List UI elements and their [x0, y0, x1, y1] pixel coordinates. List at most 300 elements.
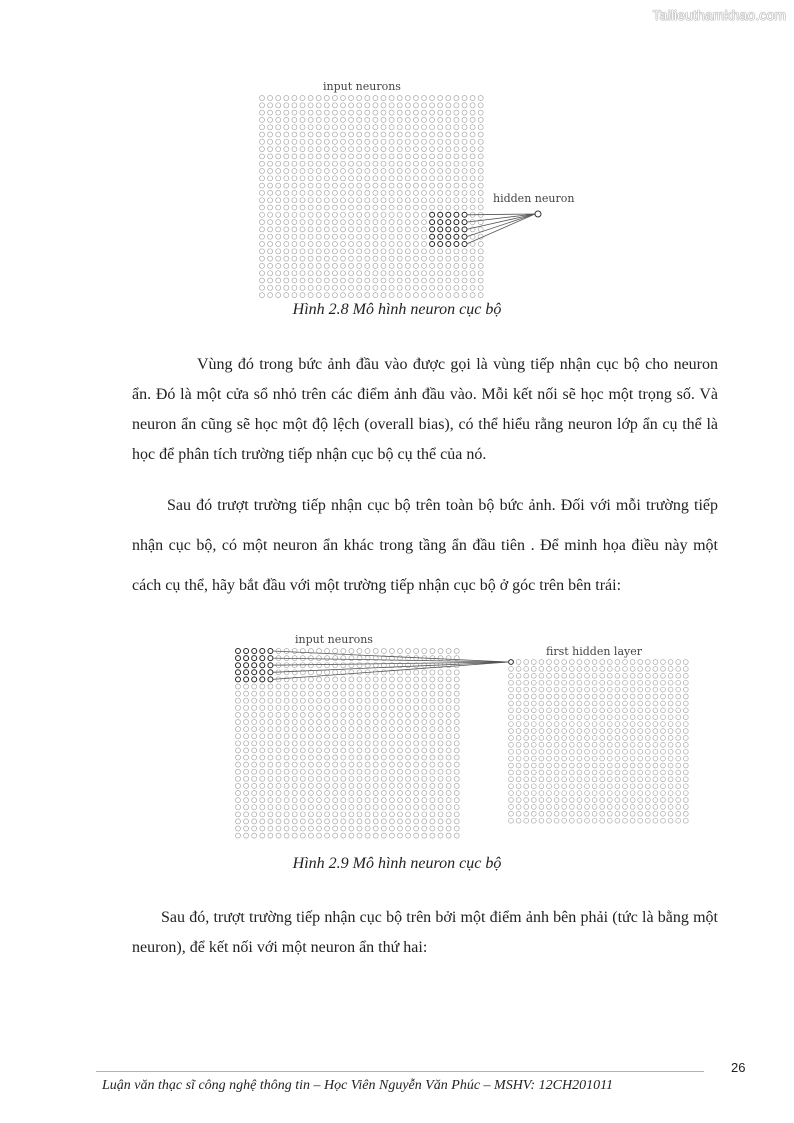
input-neuron	[316, 293, 321, 298]
hidden-layer-neuron	[577, 770, 582, 775]
input-neuron	[430, 762, 435, 767]
input-neuron	[389, 220, 394, 225]
hidden-layer-neuron	[638, 729, 643, 734]
input-neuron	[405, 263, 410, 268]
hidden-layer-neuron	[585, 715, 590, 720]
hidden-layer-neuron	[668, 701, 673, 706]
input-neuron	[365, 205, 370, 210]
input-neuron	[268, 103, 273, 108]
input-neuron	[389, 798, 394, 803]
hidden-layer-neuron	[569, 694, 574, 699]
input-neuron	[252, 712, 257, 717]
hidden-layer-neuron	[645, 722, 650, 727]
input-neuron	[470, 198, 475, 203]
input-neuron	[276, 154, 281, 159]
input-neuron	[438, 293, 443, 298]
input-neuron	[341, 734, 346, 739]
input-neuron	[381, 705, 386, 710]
input-neuron	[308, 805, 313, 810]
input-neuron	[405, 154, 410, 159]
hidden-layer-neuron	[592, 791, 597, 796]
input-neuron	[308, 176, 313, 181]
input-neuron	[365, 110, 370, 115]
input-neuron	[389, 805, 394, 810]
input-neuron	[333, 691, 338, 696]
input-neuron	[406, 677, 411, 682]
input-neuron	[405, 293, 410, 298]
input-neuron	[422, 791, 427, 796]
input-neuron	[260, 132, 265, 137]
input-neuron	[430, 103, 435, 108]
input-neuron	[260, 190, 265, 195]
hidden-layer-neuron	[630, 687, 635, 692]
hidden-layer-neuron	[569, 791, 574, 796]
hidden-layer-neuron	[683, 729, 688, 734]
input-neuron	[430, 139, 435, 144]
input-neuron	[268, 183, 273, 188]
hidden-layer-neuron	[668, 715, 673, 720]
hidden-layer-neuron	[600, 811, 605, 816]
hidden-layer-neuron	[585, 673, 590, 678]
hidden-layer-neuron	[661, 811, 666, 816]
input-neuron	[478, 285, 483, 290]
input-neuron	[333, 798, 338, 803]
hidden-layer-neuron	[554, 708, 559, 713]
input-neuron	[454, 833, 459, 838]
input-neuron	[430, 169, 435, 174]
input-neuron	[341, 234, 346, 239]
receptive-field-neuron	[430, 220, 435, 225]
hidden-layer-neuron	[615, 784, 620, 789]
input-neuron	[438, 698, 443, 703]
input-neuron	[276, 720, 281, 725]
input-neuron	[462, 205, 467, 210]
input-neuron	[365, 677, 370, 682]
input-neuron-grid	[236, 649, 460, 841]
input-neuron	[341, 755, 346, 760]
input-neuron	[268, 242, 273, 247]
input-neuron	[300, 805, 305, 810]
input-neuron	[284, 285, 289, 290]
hidden-layer-neuron	[554, 805, 559, 810]
input-neuron	[349, 748, 354, 753]
input-neuron	[413, 212, 418, 217]
hidden-layer-neuron	[683, 701, 688, 706]
input-neuron	[252, 805, 257, 810]
hidden-layer-neuron	[600, 756, 605, 761]
hidden-layer-neuron	[554, 756, 559, 761]
input-neuron	[389, 103, 394, 108]
input-neuron	[365, 812, 370, 817]
receptive-field-neuron	[454, 234, 459, 239]
input-neuron	[405, 271, 410, 276]
input-neuron	[268, 727, 273, 732]
input-neuron	[413, 132, 418, 137]
receptive-field-neuron	[446, 234, 451, 239]
input-neuron	[244, 776, 249, 781]
hidden-layer-neuron	[547, 680, 552, 685]
input-neuron	[284, 271, 289, 276]
input-neuron	[284, 132, 289, 137]
hidden-layer-neuron	[615, 722, 620, 727]
input-neuron	[300, 698, 305, 703]
hidden-layer-neuron	[516, 777, 521, 782]
input-neuron	[373, 805, 378, 810]
input-neuron	[332, 169, 337, 174]
hidden-layer-neuron	[539, 736, 544, 741]
input-neuron	[397, 205, 402, 210]
input-neuron	[446, 139, 451, 144]
hidden-layer-neuron	[562, 715, 567, 720]
hidden-layer-neuron	[577, 763, 582, 768]
input-neuron	[341, 198, 346, 203]
input-neuron	[349, 791, 354, 796]
input-neuron	[357, 819, 362, 824]
input-neuron	[422, 677, 427, 682]
input-neuron	[397, 234, 402, 239]
hidden-layer-neuron	[516, 818, 521, 823]
receptive-field-neuron	[438, 212, 443, 217]
hidden-layer-neuron	[539, 694, 544, 699]
hidden-layer-neuron	[668, 708, 673, 713]
receptive-field-neuron	[430, 212, 435, 217]
input-neuron	[244, 741, 249, 746]
hidden-layer-neuron	[668, 763, 673, 768]
input-neuron	[332, 125, 337, 130]
hidden-layer-neuron	[607, 715, 612, 720]
hidden-layer-neuron	[577, 667, 582, 672]
input-neuron	[357, 748, 362, 753]
input-neuron	[422, 278, 427, 283]
input-neuron	[308, 691, 313, 696]
input-neuron	[470, 278, 475, 283]
input-neuron	[381, 769, 386, 774]
hidden-layer-neuron	[547, 667, 552, 672]
hidden-layer-neuron	[676, 680, 681, 685]
input-neuron	[284, 684, 289, 689]
input-neuron	[365, 278, 370, 283]
hidden-layer-neuron	[547, 687, 552, 692]
input-neuron	[333, 755, 338, 760]
input-neuron	[406, 826, 411, 831]
hidden-layer-neuron	[683, 673, 688, 678]
hidden-layer-neuron	[569, 667, 574, 672]
input-neuron	[389, 271, 394, 276]
input-neuron	[414, 734, 419, 739]
input-neuron	[324, 117, 329, 122]
hidden-layer-neuron	[653, 763, 658, 768]
input-neuron	[268, 798, 273, 803]
hidden-layer-neuron	[661, 805, 666, 810]
hidden-layer-neuron	[645, 729, 650, 734]
input-neuron	[470, 183, 475, 188]
hidden-layer-neuron	[623, 680, 628, 685]
input-neuron	[454, 125, 459, 130]
input-neuron	[365, 748, 370, 753]
receptive-field-neuron	[446, 242, 451, 247]
input-neuron	[438, 278, 443, 283]
hidden-layer-neuron	[653, 680, 658, 685]
input-neuron	[397, 110, 402, 115]
input-neuron	[276, 103, 281, 108]
input-neuron	[373, 110, 378, 115]
input-neuron	[292, 234, 297, 239]
input-neuron	[308, 190, 313, 195]
input-neuron	[284, 691, 289, 696]
input-neuron	[260, 227, 265, 232]
hidden-layer-neuron	[516, 673, 521, 678]
input-neuron	[365, 117, 370, 122]
input-neuron	[373, 132, 378, 137]
input-neuron	[381, 805, 386, 810]
input-neuron	[438, 139, 443, 144]
input-neuron	[284, 96, 289, 101]
input-neuron	[405, 205, 410, 210]
input-neuron	[381, 783, 386, 788]
hidden-layer-neuron	[531, 756, 536, 761]
input-neuron	[284, 161, 289, 166]
input-neuron	[324, 227, 329, 232]
input-neuron	[422, 183, 427, 188]
input-neuron	[470, 103, 475, 108]
input-neuron	[268, 125, 273, 130]
hidden-layer-neuron	[509, 673, 514, 678]
hidden-layer-neuron	[653, 777, 658, 782]
input-neuron	[252, 769, 257, 774]
input-neuron	[413, 161, 418, 166]
input-neuron	[405, 256, 410, 261]
input-neuron	[332, 212, 337, 217]
hidden-layer-neuron	[539, 756, 544, 761]
hidden-layer-neuron	[600, 660, 605, 665]
input-neuron	[478, 176, 483, 181]
input-neuron	[300, 198, 305, 203]
hidden-layer-neuron	[577, 694, 582, 699]
input-neuron	[438, 677, 443, 682]
input-neuron	[422, 285, 427, 290]
input-neuron	[373, 769, 378, 774]
input-neuron	[349, 263, 354, 268]
input-neuron	[300, 227, 305, 232]
input-neuron	[276, 220, 281, 225]
watermark: Tailieuthamkhao.com	[652, 7, 786, 23]
hidden-layer-neuron	[661, 667, 666, 672]
input-neuron	[284, 110, 289, 115]
input-neuron	[300, 812, 305, 817]
input-neuron	[324, 139, 329, 144]
input-neuron	[300, 161, 305, 166]
hidden-layer-neuron	[661, 742, 666, 747]
input-neuron	[292, 691, 297, 696]
hidden-layer-neuron	[668, 798, 673, 803]
hidden-layer-neuron	[600, 749, 605, 754]
input-neuron	[373, 819, 378, 824]
input-neuron	[373, 684, 378, 689]
input-neuron	[446, 183, 451, 188]
input-neuron	[276, 117, 281, 122]
hidden-layer-neuron	[531, 805, 536, 810]
hidden-layer-neuron	[630, 770, 635, 775]
input-neuron	[300, 691, 305, 696]
input-neuron	[406, 741, 411, 746]
hidden-layer-neuron	[516, 805, 521, 810]
hidden-layer-neuron	[630, 791, 635, 796]
input-neuron	[470, 271, 475, 276]
input-neuron	[357, 110, 362, 115]
hidden-layer-neuron	[676, 811, 681, 816]
hidden-layer-neuron	[509, 708, 514, 713]
hidden-layer-neuron	[585, 736, 590, 741]
input-neuron	[349, 691, 354, 696]
receptive-field-neuron	[236, 656, 241, 661]
input-neuron	[389, 190, 394, 195]
hidden-layer-neuron	[623, 736, 628, 741]
input-neuron	[317, 677, 322, 682]
input-neuron	[236, 712, 241, 717]
input-neuron	[333, 826, 338, 831]
hidden-layer-neuron	[547, 791, 552, 796]
input-neuron	[300, 293, 305, 298]
input-neuron	[462, 176, 467, 181]
hidden-layer-neuron	[600, 667, 605, 672]
input-neuron	[316, 161, 321, 166]
input-neuron	[300, 103, 305, 108]
hidden-layer-neuron	[630, 818, 635, 823]
hidden-layer-neuron	[524, 667, 529, 672]
input-neuron	[389, 748, 394, 753]
input-neuron	[236, 819, 241, 824]
input-neuron	[381, 285, 386, 290]
input-neuron	[333, 712, 338, 717]
hidden-layer-neuron	[585, 784, 590, 789]
input-neuron	[381, 670, 386, 675]
input-neuron	[422, 698, 427, 703]
input-neuron	[406, 670, 411, 675]
input-neuron	[470, 154, 475, 159]
hidden-layer-neuron	[638, 701, 643, 706]
input-neuron	[349, 227, 354, 232]
input-neuron	[316, 169, 321, 174]
input-neuron	[292, 249, 297, 254]
hidden-layer-neuron	[539, 749, 544, 754]
input-neuron	[389, 183, 394, 188]
hidden-layer-neuron	[600, 708, 605, 713]
input-neuron	[373, 147, 378, 152]
input-neuron	[389, 684, 394, 689]
input-neuron	[406, 712, 411, 717]
receptive-field-neuron	[438, 234, 443, 239]
hidden-layer-neuron	[577, 673, 582, 678]
input-neuron	[413, 117, 418, 122]
hidden-layer-neuron	[516, 784, 521, 789]
hidden-layer-neuron	[554, 798, 559, 803]
hidden-layer-neuron	[531, 742, 536, 747]
receptive-field-neuron	[260, 670, 265, 675]
input-neuron	[357, 220, 362, 225]
input-neuron	[268, 117, 273, 122]
hidden-layer-neuron	[569, 784, 574, 789]
hidden-layer-neuron	[539, 680, 544, 685]
input-neuron	[422, 205, 427, 210]
hidden-layer-neuron	[569, 687, 574, 692]
hidden-layer-neuron	[509, 770, 514, 775]
input-neuron	[381, 110, 386, 115]
input-neuron	[454, 769, 459, 774]
input-neuron	[268, 769, 273, 774]
input-neuron	[268, 720, 273, 725]
input-neuron	[389, 256, 394, 261]
hidden-layer-neuron	[524, 784, 529, 789]
input-neuron	[422, 755, 427, 760]
input-neuron	[405, 139, 410, 144]
input-neuron	[308, 826, 313, 831]
input-neuron	[446, 769, 451, 774]
input-neuron	[325, 691, 330, 696]
figure-2-9-caption: Hình 2.9 Mô hình neuron cục bộ	[292, 855, 502, 872]
hidden-layer-neuron	[562, 667, 567, 672]
input-neuron	[414, 769, 419, 774]
input-neuron	[414, 826, 419, 831]
hidden-layer-neuron	[661, 694, 666, 699]
input-neuron	[333, 649, 338, 654]
receptive-field-neuron	[236, 663, 241, 668]
input-neuron	[324, 154, 329, 159]
hidden-layer-neuron	[585, 791, 590, 796]
input-neuron	[292, 285, 297, 290]
input-neuron	[268, 212, 273, 217]
input-neuron	[244, 762, 249, 767]
hidden-layer-neuron	[509, 763, 514, 768]
input-neuron	[349, 169, 354, 174]
input-neuron	[276, 110, 281, 115]
input-neuron	[300, 263, 305, 268]
input-neuron	[341, 656, 346, 661]
hidden-layer-neuron	[630, 756, 635, 761]
hidden-layer-neuron	[676, 729, 681, 734]
hidden-layer-neuron	[615, 694, 620, 699]
hidden-layer-neuron	[630, 798, 635, 803]
input-neuron	[430, 783, 435, 788]
input-neuron	[300, 220, 305, 225]
hidden-layer-neuron	[668, 742, 673, 747]
input-neuron	[276, 190, 281, 195]
input-neuron	[446, 263, 451, 268]
input-neuron	[365, 198, 370, 203]
hidden-layer-neuron	[531, 708, 536, 713]
hidden-layer-neuron	[600, 687, 605, 692]
input-neuron	[446, 670, 451, 675]
hidden-layer-neuron	[668, 818, 673, 823]
hidden-layer-neuron	[645, 687, 650, 692]
input-neuron	[317, 712, 322, 717]
input-neuron	[365, 271, 370, 276]
input-neuron	[332, 132, 337, 137]
input-neuron	[260, 212, 265, 217]
input-neuron	[381, 691, 386, 696]
input-neuron	[413, 125, 418, 130]
hidden-layer-neuron	[623, 708, 628, 713]
input-neuron	[268, 234, 273, 239]
hidden-layer-neuron	[524, 749, 529, 754]
input-neuron	[446, 285, 451, 290]
input-neuron	[462, 183, 467, 188]
hidden-layer-neuron	[607, 694, 612, 699]
input-neuron	[317, 727, 322, 732]
hidden-layer-neuron	[569, 660, 574, 665]
input-neuron	[292, 798, 297, 803]
input-neuron	[381, 271, 386, 276]
input-neuron	[268, 734, 273, 739]
